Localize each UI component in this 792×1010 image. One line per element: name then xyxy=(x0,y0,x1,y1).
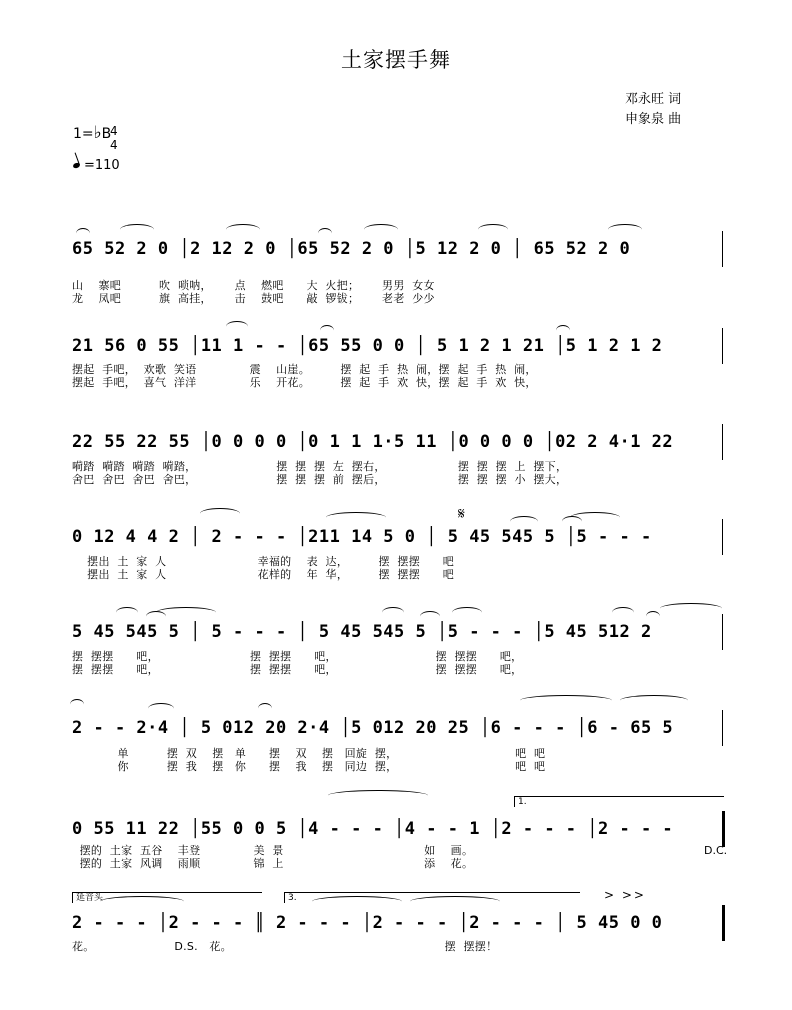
lyrics-verse-2: 摆出 土 家 人 花样的 年 华， 摆 摆摆 吧 xyxy=(72,568,455,581)
notes: 21 56 0 55 │11 1 - - │65 55 0 0 │ 5 1 2 1 21 │5 1 2 1 2 xyxy=(72,336,663,356)
tie xyxy=(120,224,154,235)
lyrics-verse-2: 摆 摆摆 吧， 摆 摆摆 吧， 摆 摆摆 吧， xyxy=(72,663,523,676)
notes: 5 45 545 5 │ 5 - - - │ 5 45 545 5 │5 - - - │5 45 512 2 xyxy=(72,622,652,642)
barline xyxy=(722,328,723,364)
lyrics-verse-2: 你 摆 我 摆 你 摆 我 摆 同边 摆， 吧 吧 xyxy=(72,760,546,773)
lyrics-verse-1: 山 寨吧 吹 唢呐， 点 燃吧 大 火把； 男男 女女 xyxy=(72,279,435,292)
notes: 0 12 4 4 2 │ 2 - - - │211 14 5 0 │ 5 45 545 5 │5 - - - xyxy=(72,527,652,547)
tie xyxy=(226,321,248,332)
tie xyxy=(326,512,386,523)
lyrics-verse-2: 摆起 手吧， 喜气 洋洋 乐 开花。 摆 起 手 欢 快，摆 起 手 欢 快， xyxy=(72,376,537,389)
lyrics-verse-1: 摆起 手吧， 欢歌 笑语 震 山崖。 摆 起 手 热 闹，摆 起 手 热 闹， xyxy=(72,363,537,376)
tie xyxy=(646,611,660,622)
segno-icon: 𝄋 xyxy=(458,504,465,523)
time-bottom: 4 xyxy=(110,138,118,152)
extension-label: 延音头 xyxy=(76,893,104,903)
lyrics-verse-1: 摆的 土家 五谷 丰登 美 景 如 画。 xyxy=(72,844,474,857)
tie xyxy=(570,512,620,523)
barline xyxy=(722,614,723,650)
tie xyxy=(612,607,634,618)
tie xyxy=(660,603,722,614)
lyrics-verse-1: 单 摆 双 摆 单 摆 双 摆 回旋 摆， 吧 吧 xyxy=(72,747,546,760)
quarter-note-icon xyxy=(72,162,80,169)
volta-3-label: 3. xyxy=(288,893,297,903)
lyricist-credit: 邓永旺 词 xyxy=(625,92,682,107)
tie xyxy=(520,695,612,706)
tie xyxy=(318,228,332,239)
lyrics-verse-2: 龙 凤吧 旗 高挂， 击 鼓吧 敲 锣钹； 老老 少少 xyxy=(72,292,435,305)
time-top: 4 xyxy=(110,124,118,138)
tie xyxy=(100,896,184,907)
tie xyxy=(420,611,440,622)
notes: 2 - - - │2 - - - ║ 2 - - - │2 - - - │2 - - - │ 5 45 0 0 xyxy=(72,913,663,933)
volta-1-label: 1. xyxy=(518,797,527,807)
lyrics-verse-2: 摆的 土家 风调 雨顺 锦 上 添 花。 xyxy=(72,857,474,870)
song-title: 土家摆手舞 xyxy=(341,48,451,72)
key-prefix: 1= xyxy=(73,126,94,142)
lyrics-verse-1: 摆出 土 家 人 幸福的 表 达， 摆 摆摆 吧 xyxy=(72,555,455,568)
tie xyxy=(76,228,90,239)
tie xyxy=(70,699,84,710)
credits xyxy=(625,90,681,130)
tie xyxy=(200,508,240,519)
final-barline xyxy=(722,905,725,941)
tie xyxy=(312,896,402,907)
notes: 65 52 2 0 │2 12 2 0 │65 52 2 0 │5 12 2 0 │ 65 52 2 0 xyxy=(72,239,631,259)
composer-credit: 申象泉 曲 xyxy=(625,112,682,127)
key-signature xyxy=(73,123,118,152)
lyrics-verse-1: 摆 摆摆 吧， 摆 摆摆 吧， 摆 摆摆 吧， xyxy=(72,650,523,663)
tie xyxy=(510,516,538,527)
tie xyxy=(320,325,334,336)
tie xyxy=(258,703,272,714)
notes: 22 55 22 55 │0 0 0 0 │0 1 1 1·5 11 │0 0 0 0 │02 2 4·1 22 xyxy=(72,432,674,452)
tempo-marking xyxy=(73,158,120,173)
tie xyxy=(328,790,428,801)
final-barline xyxy=(722,811,725,847)
tie xyxy=(410,896,500,907)
tie xyxy=(478,224,508,235)
tie xyxy=(226,224,260,235)
tie xyxy=(556,325,570,336)
tie xyxy=(608,224,642,235)
barline xyxy=(722,424,723,460)
tie xyxy=(620,695,688,706)
tempo-value: =110 xyxy=(84,158,120,173)
lyrics-final: 花。 D.S. 花。 摆 摆摆！ xyxy=(72,940,498,953)
barline xyxy=(722,519,723,555)
tie xyxy=(156,607,216,618)
barline xyxy=(722,231,723,267)
lyrics-verse-2: 舍巴 舍巴 舍巴 舍巴， 摆 摆 摆 前 摆后， 摆 摆 摆 小 摆大， xyxy=(72,473,568,486)
time-signature xyxy=(110,124,118,152)
tie xyxy=(364,224,398,235)
tie xyxy=(116,607,138,618)
notes: 2 - - 2·4 │ 5 012 20 2·4 │5 012 20 25 │6 - - - │6 - 65 5 xyxy=(72,718,674,738)
flat-icon: ♭ xyxy=(93,123,102,143)
dc-marking: D.C. xyxy=(704,844,728,857)
barline xyxy=(722,710,723,746)
key-note: B xyxy=(101,126,112,142)
tie xyxy=(382,607,404,618)
accent-marks: > >> xyxy=(604,888,646,902)
tie xyxy=(148,703,174,714)
tie xyxy=(452,607,482,618)
volta-bracket-1 xyxy=(514,796,724,807)
notes: 0 55 11 22 │55 0 0 5 │4 - - - │4 - - 1 │2 - - - │2 - - - xyxy=(72,819,674,839)
lyrics-verse-1: 嗬踏 嗬踏 嗬踏 嗬踏， 摆 摆 摆 左 摆右， 摆 摆 摆 上 摆下， xyxy=(72,460,568,473)
